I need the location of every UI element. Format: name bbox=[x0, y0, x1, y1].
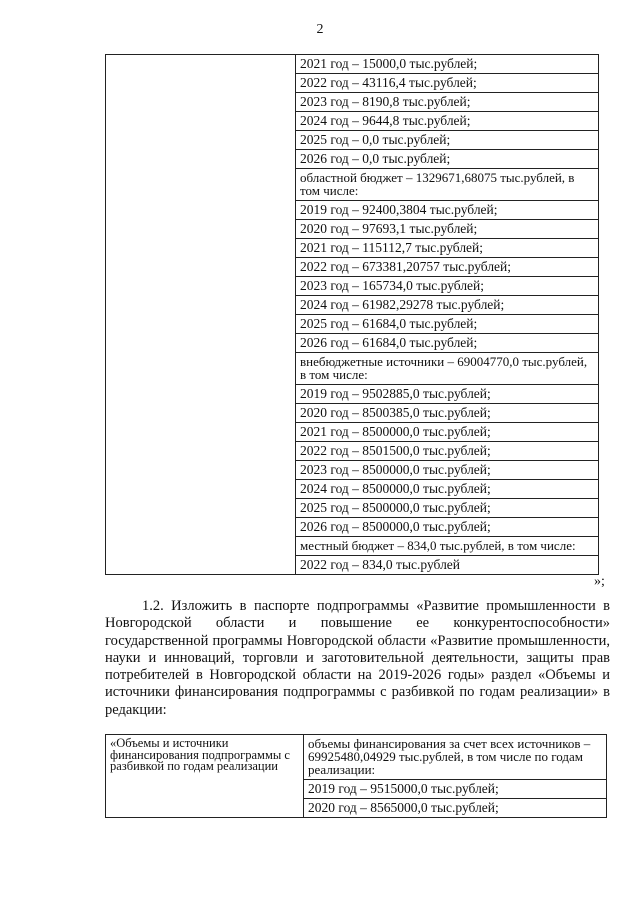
closing-quote: »; bbox=[594, 574, 605, 589]
funding-amounts-cell bbox=[296, 55, 599, 575]
funding-row: 2022 год – 673381,20757 тыс.рублей; bbox=[296, 258, 598, 277]
funding-row: 2022 год – 834,0 тыс.рублей bbox=[300, 557, 461, 572]
funding-row: 2020 год – 8565000,0 тыс.рублей; bbox=[308, 800, 499, 815]
funding-row: 2023 год – 165734,0 тыс.рублей; bbox=[296, 277, 598, 296]
funding-row: 2019 год – 9502885,0 тыс.рублей; bbox=[296, 385, 598, 404]
funding-row: 2024 год – 61982,29278 тыс.рублей; bbox=[296, 296, 598, 315]
funding-table-continued bbox=[105, 54, 599, 575]
funding-row: 2025 год – 61684,0 тыс.рублей; bbox=[296, 315, 598, 334]
funding-table-new bbox=[105, 734, 607, 818]
page-number: 2 bbox=[316, 22, 324, 37]
funding-row: 2019 год – 92400,3804 тыс.рублей; bbox=[296, 201, 598, 220]
funding-row: 2020 год – 97693,1 тыс.рублей; bbox=[296, 220, 598, 239]
funding-row: 2024 год – 8500000,0 тыс.рублей; bbox=[296, 480, 598, 499]
funding-row: 2023 год – 8190,8 тыс.рублей; bbox=[296, 93, 598, 112]
funding-row: 2024 год – 9644,8 тыс.рублей; bbox=[296, 112, 598, 131]
funding-amounts-cell bbox=[304, 735, 607, 818]
amendment-text: 1.2. Изложить в паспорте подпрограммы «Развитие промышленности в Новгородской области и повышение ее конкурентоспособности» государственной программы Новгородской области «Развитие промышленности, науки и инноваций, торговли и заготовительной деятельности, защиты прав потребителей в Новгородской области на 2019-2026 годы» раздел «Объемы и источники финансирования подпрограммы с разбивкой по годам реализации» в редакции: bbox=[105, 598, 610, 718]
funding-row: 2023 год – 8500000,0 тыс.рублей; bbox=[296, 461, 598, 480]
funding-row: 2026 год – 8500000,0 тыс.рублей; bbox=[296, 518, 598, 537]
funding-row: 2026 год – 61684,0 тыс.рублей; bbox=[296, 334, 598, 353]
funding-row: 2021 год – 15000,0 тыс.рублей; bbox=[296, 55, 598, 74]
funding-row: 2019 год – 9515000,0 тыс.рублей; bbox=[304, 780, 606, 799]
funding-source-heading: местный бюджет – 834,0 тыс.рублей, в том числе: bbox=[296, 537, 598, 556]
funding-row: 2025 год – 0,0 тыс.рублей; bbox=[296, 131, 598, 150]
funding-source-heading: внебюджетные источники – 69004770,0 тыс.рублей, в том числе: bbox=[296, 353, 598, 385]
funding-row: 2022 год – 43116,4 тыс.рублей; bbox=[296, 74, 598, 93]
funding-source-heading: объемы финансирования за счет всех источников – 69925480,04929 тыс.рублей, в том числе по годам реализации: bbox=[304, 735, 606, 780]
funding-row: 2022 год – 8501500,0 тыс.рублей; bbox=[296, 442, 598, 461]
funding-row: 2021 год – 8500000,0 тыс.рублей; bbox=[296, 423, 598, 442]
funding-row: 2025 год – 8500000,0 тыс.рублей; bbox=[296, 499, 598, 518]
funding-row: 2026 год – 0,0 тыс.рублей; bbox=[296, 150, 598, 169]
funding-source-heading: областной бюджет – 1329671,68075 тыс.рублей, в том числе: bbox=[296, 169, 598, 201]
amendment-paragraph bbox=[105, 598, 610, 719]
funding-row: 2021 год – 115112,7 тыс.рублей; bbox=[296, 239, 598, 258]
empty-left-cell bbox=[106, 55, 296, 575]
section-title-cell: «Объемы и источники финансирования подпрограммы с разбивкой по годам реализации bbox=[106, 735, 304, 818]
funding-row: 2020 год – 8500385,0 тыс.рублей; bbox=[296, 404, 598, 423]
